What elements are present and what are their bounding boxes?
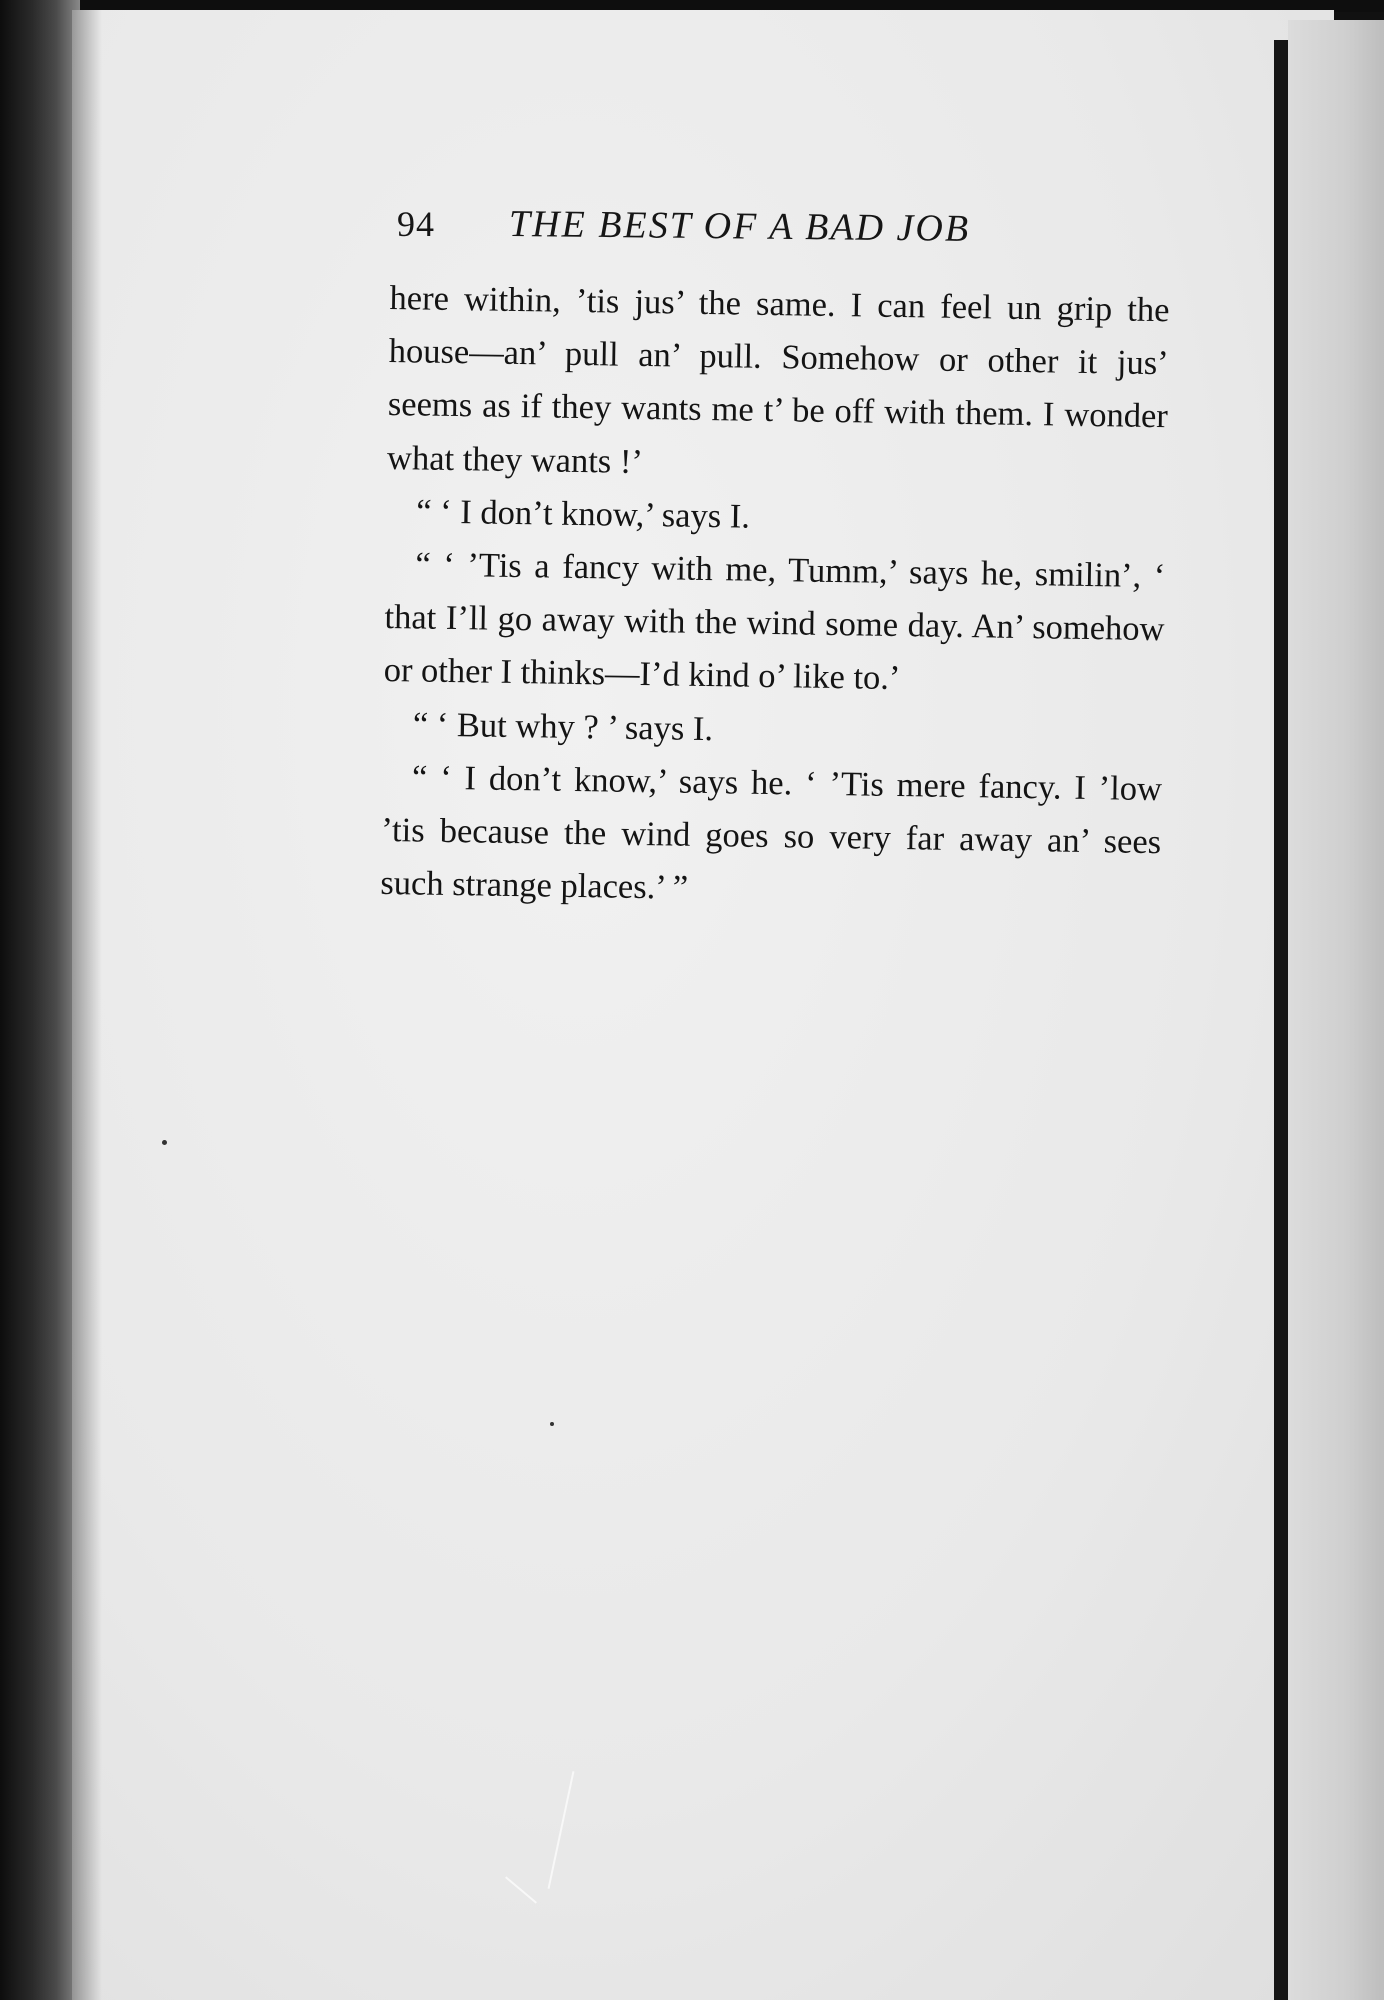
- paragraph: “ ‘ But why ? ’ says I.: [412, 705, 714, 748]
- paragraph: “ ‘ I don’t know,’ says he. ‘ ’Tis mere fancy. I ’low ’tis because the wind goes so very far away an’ sees such strange places.’ ”: [380, 758, 1163, 907]
- page-body-text: [380, 272, 1170, 923]
- scan-speck: [162, 1140, 167, 1145]
- page-number: 94: [397, 204, 435, 244]
- next-page-margin: [1288, 20, 1384, 2000]
- paragraph: “ ‘ ’Tis a fancy with me, Tumm,’ says he, smilin’, ‘ that I’ll go away with the wind some day. An’ somehow or other I thinks—I’d kind o’ like to.’: [383, 545, 1166, 698]
- page-header: [397, 200, 1097, 260]
- paragraph: “ ‘ I don’t know,’ says I.: [415, 492, 751, 536]
- running-head: THE BEST OF A BAD JOB: [509, 203, 971, 250]
- book-spine-edge: [0, 0, 80, 2000]
- paragraph: here within, ’tis jus’ the same. I can feel un grip the house—an’ pull an’ pull. Somehow or other it jus’ seems as if they wants me t’ be off with them. I wonder what they wants !’: [386, 278, 1170, 481]
- right-page-edge: [1274, 40, 1288, 2000]
- gutter-shadow: [72, 10, 102, 2000]
- scan-speck: [550, 1422, 554, 1426]
